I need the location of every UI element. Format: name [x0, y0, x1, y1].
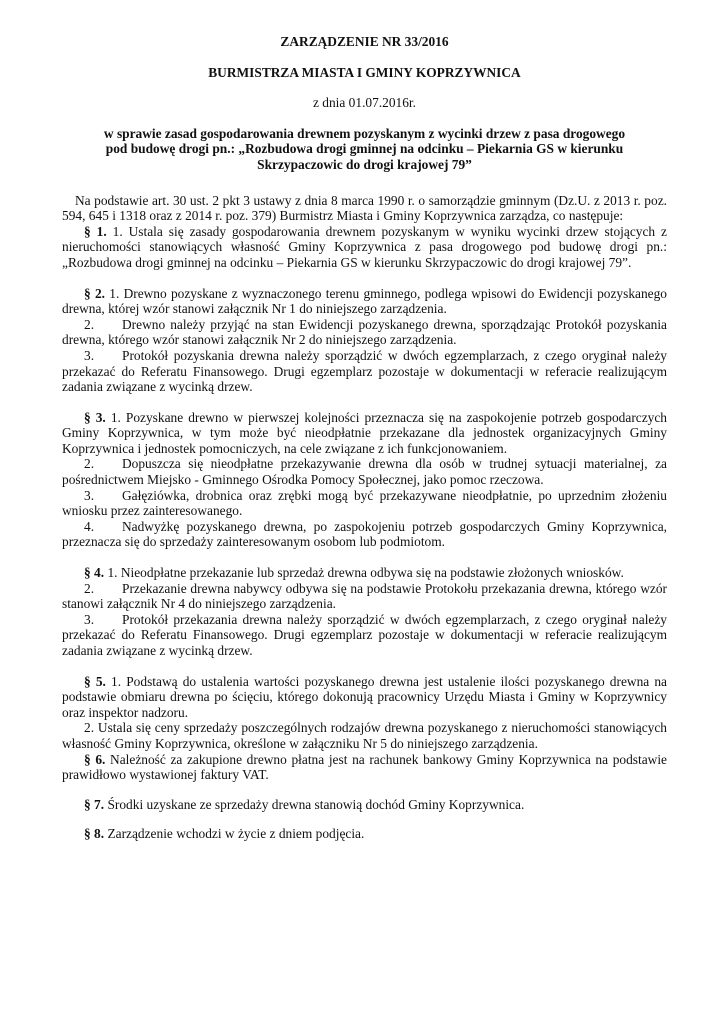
section-text: 1. Nieodpłatne przekazanie lub sprzedaż drewna odbywa się na podstawie złożonych wniosków.	[107, 565, 624, 581]
section-mark: § 2.	[84, 285, 105, 301]
section-mark: § 6.	[84, 751, 106, 767]
subject-line: Skrzypaczowic do drogi krajowej 79”	[257, 156, 472, 172]
section-2-item-3: 3. Protokół pozyskania drewna należy sporządzić w dwóch egzemplarzach, z czego oryginał należy przekazać do Referatu Finansowego. Drugi egzemplarz pozostaje w dokumentacji w referacie realizującym zadania związane z wycinką drzew.	[62, 347, 667, 395]
document-subject	[62, 126, 667, 173]
section-mark: § 3.	[84, 409, 106, 425]
section-2	[62, 286, 667, 317]
section-text: 1. Pozyskane drewno w pierwszej kolejności przeznacza się na zaspokojenie potrzeb gospodarczych Gminy Koprzywnica, w tym może być nieodpłatnie przekazane dla jednostek organizacyjnych Gminy Koprzywnica i jednostek pomocniczych, na cele związane z ich funkcjonowaniem.	[62, 409, 667, 456]
section-5	[62, 674, 667, 721]
section-3-item-3: 3. Gałęziówka, drobnica oraz zrębki mogą być przekazywane nieodpłatnie, po uprzednim złożeniu wniosku przez zainteresowanego.	[62, 487, 667, 519]
section-mark: § 7.	[84, 796, 105, 812]
section-6	[62, 752, 667, 783]
section-4	[62, 565, 667, 581]
section-text: Zarządzenie wchodzi w życie z dniem podjęcia.	[107, 826, 365, 842]
section-4-item-3: 3. Protokół przekazania drewna należy sporządzić w dwóch egzemplarzach, z czego oryginał należy przekazać do Referatu Finansowego. Drugi egzemplarz pozostaje w dokumentacji w referacie realizującym zadania związane z wycinką drzew.	[62, 611, 667, 658]
preamble: Na podstawie art. 30 ust. 2 pkt 3 ustawy z dnia 8 marca 1990 r. o samorządzie gminnym (Dz.U. z 2013 r. poz. 594, 645 i 1318 oraz z 2014 r. poz. 379) Burmistrz Miasta i Gminy Koprzywnica zarządza, co następuje:	[62, 192, 667, 224]
section-1	[62, 224, 667, 271]
section-7	[62, 797, 667, 813]
document-title: ZARZĄDZENIE NR 33/2016	[280, 34, 449, 49]
section-3	[62, 410, 667, 457]
section-8	[62, 826, 667, 842]
section-3-item-2: 2. Dopuszcza się nieodpłatne przekazywanie drewna dla osób w trudnej sytuacji materialnej, za pośrednictwem Miejsko - Gminnego Ośrodka Pomocy Społecznej, jako pomoc rzeczowa.	[62, 456, 667, 488]
section-mark: § 1.	[84, 223, 107, 239]
document-issuer: BURMISTRZA MIASTA I GMINY KOPRZYWNICA	[208, 64, 521, 80]
section-mark: § 8.	[84, 826, 105, 842]
section-4-item-2: 2. Przekazanie drewna nabywcy odbywa się na podstawie Protokołu przekazania drewna, którego wzór stanowi załącznik Nr 4 do niniejszego zarządzenia.	[62, 580, 667, 612]
section-mark: § 5.	[84, 673, 106, 689]
subject-line: w sprawie zasad gospodarowania drewnem pozyskanym z wycinki drzew z pasa drogowego	[103, 125, 626, 141]
subject-line: pod budowę drogi pn.: „Rozbudowa drogi gminnej na odcinku – Piekarnia GS w kierunku	[105, 141, 624, 157]
section-mark: § 4.	[84, 565, 105, 581]
section-text: 1. Podstawą do ustalenia wartości pozyskanego drewna jest ustalenie ilości pozyskanego drewna na podstawie obmiaru drewna po ścięciu, którego dokonują pracownicy Urzędu Miasta i Gminy w Koprzywnicy oraz inspektor nadzoru.	[62, 673, 667, 720]
section-2-item-2: 2. Drewno należy przyjąć na stan Ewidencji pozyskanego drewna, sporządzając Protokół pozyskania drewna, którego wzór stanowi załącznik Nr 2 do niniejszego zarządzenia.	[62, 316, 667, 348]
document-date: z dnia 01.07.2016r.	[312, 95, 417, 111]
section-3-item-4: 4. Nadwyżkę pozyskanego drewna, po zaspokojeniu potrzeb gospodarczych Gminy Koprzywnica, przeznacza się do sprzedaży zainteresowanym osobom lub podmiotom.	[62, 518, 667, 550]
section-text: Należność za zakupione drewno płatna jest na rachunek bankowy Gminy Koprzywnica na podstawie prawidłowo wystawionej faktury VAT.	[62, 751, 667, 783]
section-5-item-2: 2. Ustala się ceny sprzedaży poszczególnych rodzajów drewna pozyskanego z nieruchomości stanowiących własność Gminy Koprzywnica, określone w załączniku Nr 5 do niniejszego zarządzenia.	[62, 720, 667, 751]
section-text: 1. Ustala się zasady gospodarowania drewnem pozyskanym w wyniku wycinki drzew stojących z nieruchomości stanowiących własność Gminy Koprzywnica z pasa drogowego pod budowę drogi pn.: „Rozbudowa drogi gminnej na odcinku – Piekarnia GS w kierunku Skrzypaczowic do drogi krajowej 79”.	[62, 223, 667, 270]
section-text: 1. Drewno pozyskane z wyznaczonego terenu gminnego, podlega wpisowi do Ewidencji pozyskanego drewna, której wzór stanowi załącznik Nr 1 do niniejszego zarządzenia.	[62, 285, 667, 317]
section-text: Środki uzyskane ze sprzedaży drewna stanowią dochód Gminy Koprzywnica.	[107, 796, 525, 812]
document-page	[62, 34, 667, 842]
